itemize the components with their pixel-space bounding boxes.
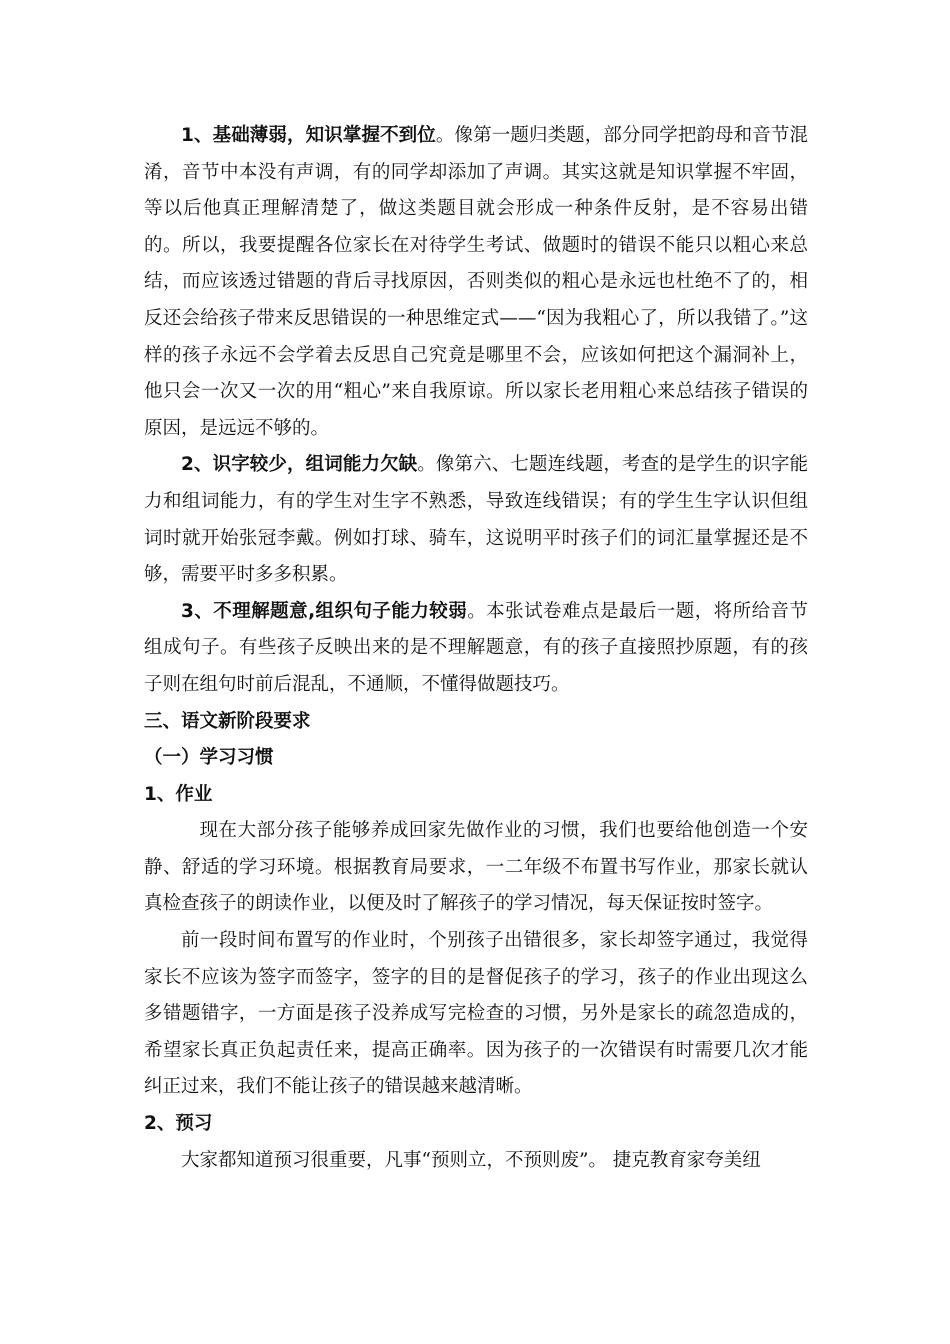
paragraph-basic-weakness bbox=[144, 118, 808, 447]
paragraph-text: 。像第六、七题连线题，考查的是学生的识字能力和组词能力，有的学生对生字不熟悉，导致连线错误；有的学生生字认识但组词时就开始张冠李戴。例如打球、骑车，这说明平时孩子们的词汇量掌握还是不够，需要平时多多积累。 bbox=[144, 454, 808, 586]
item-heading-homework: 1、作业 bbox=[144, 783, 213, 805]
paragraph-comprehension bbox=[144, 594, 808, 704]
section-heading: 三、语文新阶段要求 bbox=[144, 710, 311, 732]
paragraph-lead: 1、基础薄弱，知识掌握不到位 bbox=[181, 125, 436, 146]
paragraph-preview: 大家都知道预习很重要，凡事“预则立，不预则废”。 捷克教育家夸美纽 bbox=[181, 1149, 761, 1171]
document-page bbox=[144, 118, 808, 1179]
item-heading-preview: 2、预习 bbox=[144, 1113, 213, 1135]
paragraph-text: 。像第一题归类题，部分同学把韵母和音节混淆，音节中本没有声调，有的同学却添加了声调。其实这就是知识掌握不牢固，等以后他真正理解清楚了，做这类题目就会形成一种条件反射，是不容易出错的。所以，我要提醒各位家长在对待学生考试、做题时的错误不能只以粗心来总结，而应该透过错题的背后寻找原因，否则类似的粗心是永远也杜绝不了的，相反还会给孩子带来反思错误的一种思维定式——“因为我粗心了，所以我错了。”这样的孩子永远不会学着去反思自己究竟是哪里不会，应该如何把这个漏洞补上，他只会一次又一次的用“粗心”来自我原谅。所以家长老用粗心来总结孩子错误的原因，是远远不够的。 bbox=[144, 125, 808, 439]
paragraph-signing: 前一段时间布置写的作业时，个别孩子出错很多，家长却签字通过，我觉得家长不应该为签字而签字，签字的目的是督促孩子的学习，孩子的作业出现这么多错题错字，一方面是孩子没养成写完检查的习惯，另外是家长的疏忽造成的，希望家长真正负起责任来，提高正确率。因为孩子的一次错误有时需要几次才能纠正过来，我们不能让孩子的错误越来越清晰。 bbox=[144, 930, 808, 1098]
subsection-heading: （一）学习习惯 bbox=[144, 747, 274, 769]
paragraph-lead: 2、识字较少，组词能力欠缺 bbox=[181, 454, 418, 476]
paragraph-lead: 3、不理解题意,组织句子能力较弱 bbox=[181, 600, 468, 622]
paragraph-literacy bbox=[144, 447, 808, 593]
paragraph-homework: 现在大部分孩子能够养成回家先做作业的习惯，我们也要给他创造一个安静、舒适的学习环境。根据教育局要求，一二年级不布置书写作业，那家长就认真检查孩子的朗读作业，以便及时了解孩子的学习情况，每天保证按时签字。 bbox=[144, 820, 808, 915]
paragraph-text: 。本张试卷难点是最后一题，将所给音节组成句子。有些孩子反映出来的是不理解题意，有的孩子直接照抄原题，有的孩子则在组句时前后混乱，不通顺，不懂得做题技巧。 bbox=[144, 600, 808, 695]
